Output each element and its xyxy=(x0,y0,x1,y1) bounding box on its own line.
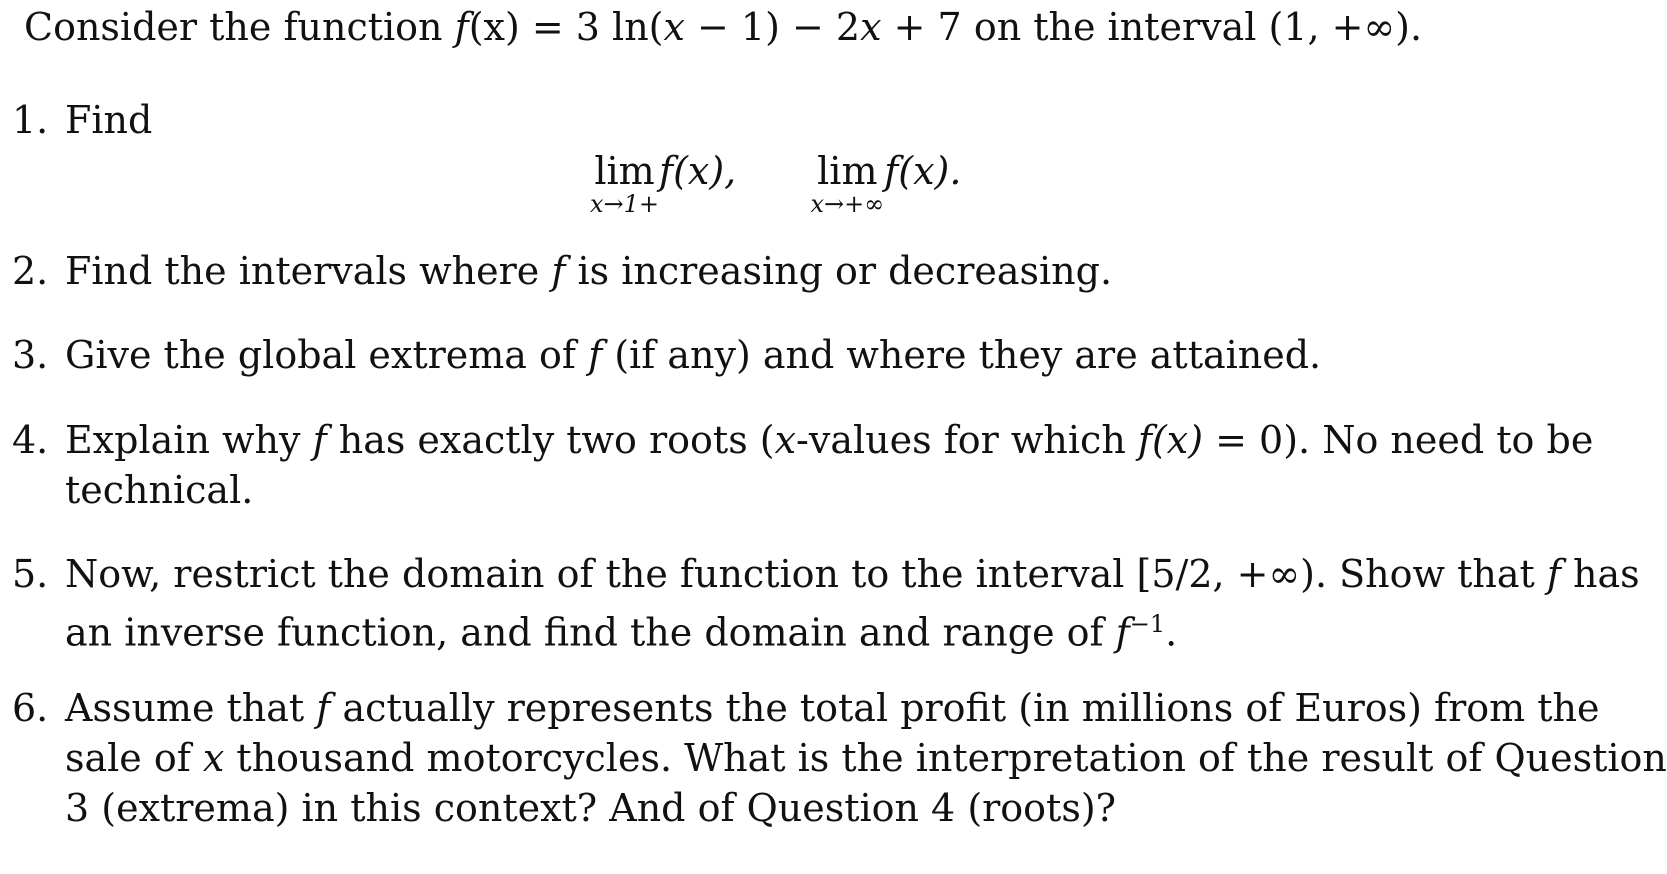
limits-display xyxy=(590,148,962,218)
limit-2-word: lim xyxy=(817,149,878,193)
item-text: Explain why f has exactly two roots (x-values for which f(x) = 0). No need to be xyxy=(65,418,1594,462)
limit-1-word: lim xyxy=(594,149,655,193)
intro-x1: x xyxy=(663,5,685,49)
item-number: 2. xyxy=(12,249,49,293)
intro-x2: x xyxy=(860,5,882,49)
item-number: 6. xyxy=(12,686,49,730)
intro-rest: − 1) − 2 xyxy=(684,5,861,49)
item-4-continuation: technical. xyxy=(65,468,254,512)
limit-2-expr: f(x). xyxy=(884,149,962,193)
intro-paren-x: (x) xyxy=(468,5,520,49)
limit-2 xyxy=(810,148,885,218)
item-number: 1. xyxy=(12,98,49,142)
item-text: Assume that f actually represents the total profit (in millions of Euros) from the xyxy=(65,686,1600,730)
intro-lead: Consider the function xyxy=(24,5,455,49)
item-5-continuation: an inverse function, and find the domain and range of $f^{-1}$. xyxy=(65,610,1178,655)
item-text: Find xyxy=(65,98,153,142)
intro-f: f xyxy=(454,5,469,49)
item-6-continuation: sale of x thousand motorcycles. What is the interpretation of the result of Question xyxy=(65,736,1667,780)
item-6-continuation-2: 3 (extrema) in this context? And of Question 4 (roots)? xyxy=(65,786,1117,830)
limit-2-sub: x→+∞ xyxy=(810,190,885,218)
item-text: Find the intervals where f is increasing or decreasing. xyxy=(65,249,1113,293)
intro-tail: + 7 on the interval (1, +∞). xyxy=(881,5,1423,49)
limit-1-expr: f(x), xyxy=(659,149,737,193)
item-number: 5. xyxy=(12,552,49,596)
item-text: Give the global extrema of f (if any) and where they are attained. xyxy=(65,333,1322,377)
item-text: Now, restrict the domain of the function to the interval [5/2, +∞). Show that f has xyxy=(65,552,1640,596)
item-number: 4. xyxy=(12,418,49,462)
intro-line xyxy=(24,2,1608,52)
limit-1-sub: x→1+ xyxy=(590,190,660,218)
limit-1 xyxy=(590,148,660,218)
intro-eq: = 3 ln( xyxy=(519,5,664,49)
item-number: 3. xyxy=(12,333,49,377)
